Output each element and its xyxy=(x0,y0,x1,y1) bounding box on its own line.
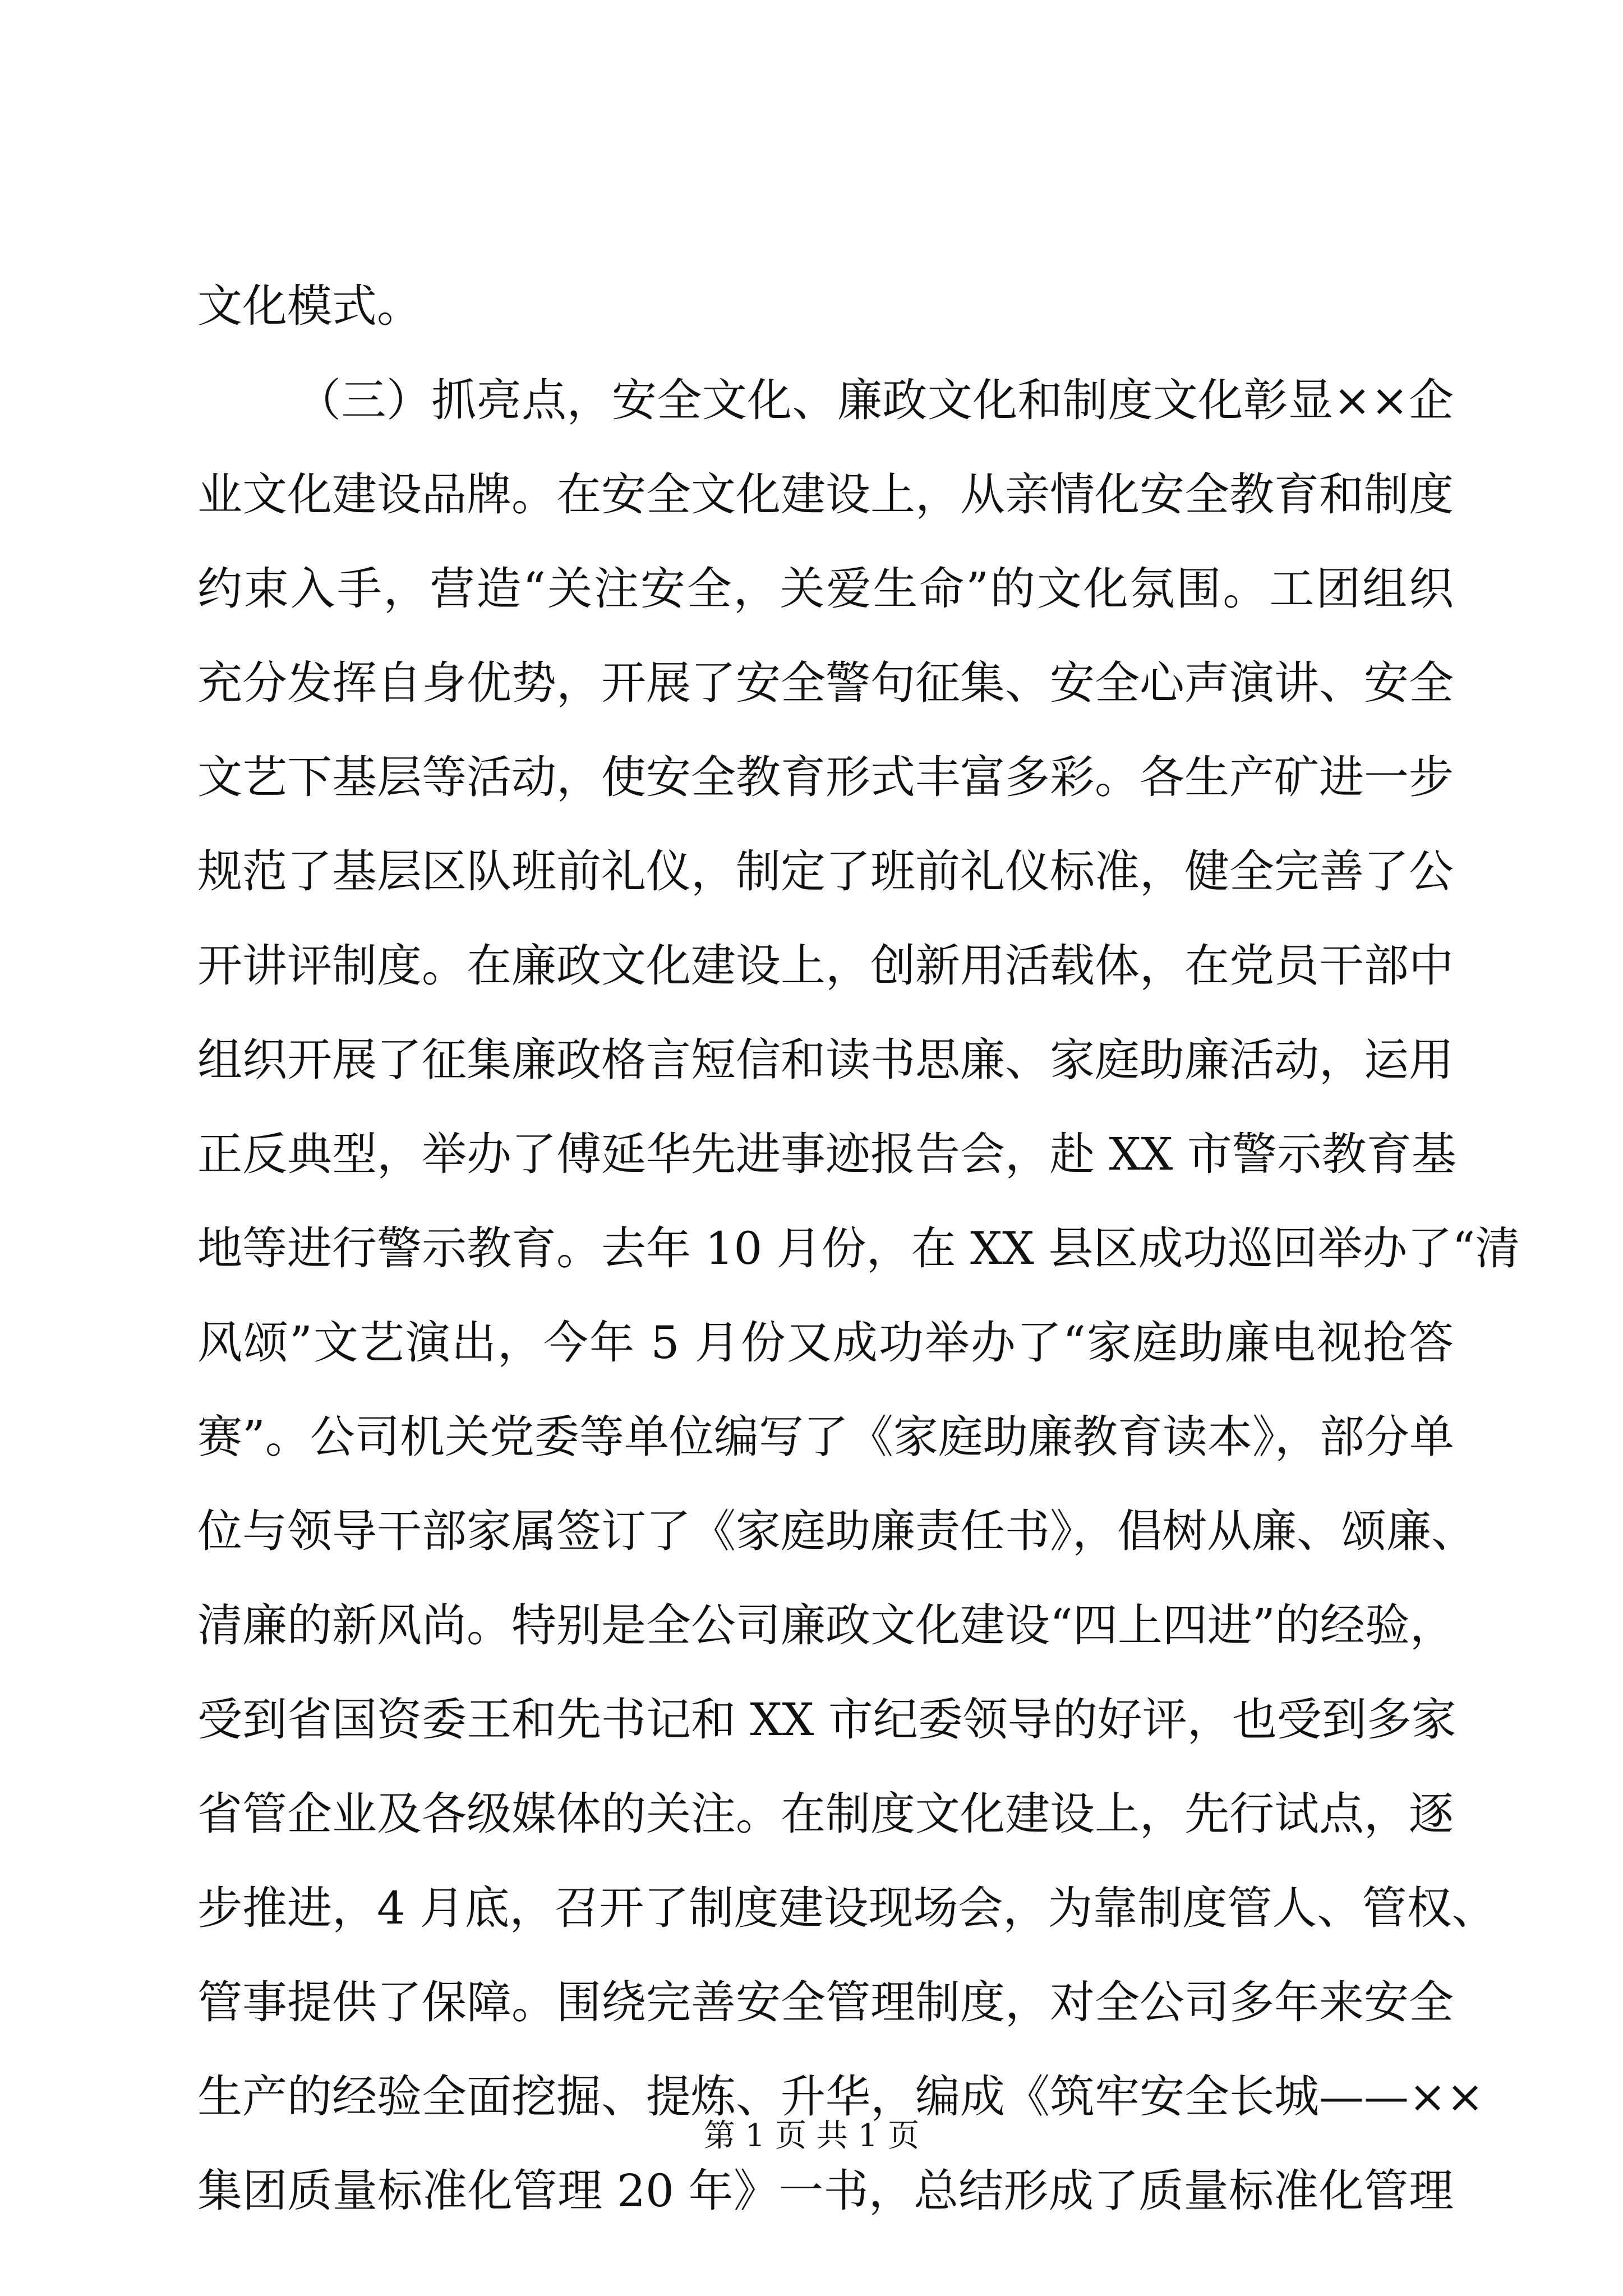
text-line: 业文化建设品牌。在安全文化建设上，从亲情化安全教育和制度 xyxy=(197,468,1454,521)
text-line: 约束入手，营造“关注安全，关爱生命”的文化氛围。工团组织 xyxy=(197,563,1454,615)
text-line: 规范了基层区队班前礼仪，制定了班前礼仪标准，健全完善了公 xyxy=(197,845,1454,898)
text-line: 开讲评制度。在廉政文化建设上，创新用活载体，在党员干部中 xyxy=(197,940,1454,992)
text-line: 地等进行警示教育。去年 10 月份，在 XX 县区成功巡回举办了“清 xyxy=(197,1222,1520,1274)
text-line: 步推进，4 月底，召开了制度建设现场会，为靠制度管人、管权、 xyxy=(197,1882,1497,1934)
text-line: 文化模式。 xyxy=(197,280,422,332)
text-line: 生产的经验全面挖掘、提炼、升华，编成《筑牢安全长城——×× xyxy=(197,2070,1484,2123)
text-line: 正反典型，举办了傅延华先进事迹报告会，赴 XX 市警示教育基 xyxy=(197,1128,1456,1180)
text-line: 管事提供了保障。围绕完善安全管理制度，对全公司多年来安全 xyxy=(197,1976,1454,2028)
text-line: 集团质量标准化管理 20 年》一书，总结形成了质量标准化管理 xyxy=(197,2165,1454,2217)
text-line: 充分发挥自身优势，开展了安全警句征集、安全心声演讲、安全 xyxy=(197,657,1454,709)
text-line: 组织开展了征集廉政格言短信和读书思廉、家庭助廉活动，运用 xyxy=(197,1034,1454,1086)
text-line: 清廉的新风尚。特别是全公司廉政文化建设“四上四进”的经验， xyxy=(197,1599,1455,1651)
body-text xyxy=(197,259,1520,2238)
text-line: 省管企业及各级媒体的关注。在制度文化建设上，先行试点，逐 xyxy=(197,1788,1454,1840)
text-line: 风颂”文艺演出，今年 5 月份又成功举办了“家庭助廉电视抢答 xyxy=(197,1317,1454,1369)
text-line: 赛”。公司机关党委等单位编写了《家庭助廉教育读本》，部分单 xyxy=(197,1411,1454,1463)
text-line: 文艺下基层等活动，使安全教育形式丰富多彩。各生产矿进一步 xyxy=(197,751,1454,803)
text-line: 受到省国资委王和先书记和 XX 市纪委领导的好评，也受到多家 xyxy=(197,1694,1456,1746)
text-line: （三）抓亮点，安全文化、廉政文化和制度文化彰显××企 xyxy=(296,374,1454,426)
text-line: 位与领导干部家属签订了《家庭助廉责任书》，倡树从廉、颂廉、 xyxy=(197,1505,1476,1557)
page-number-footer: 第 1 页 共 1 页 xyxy=(703,2118,920,2154)
